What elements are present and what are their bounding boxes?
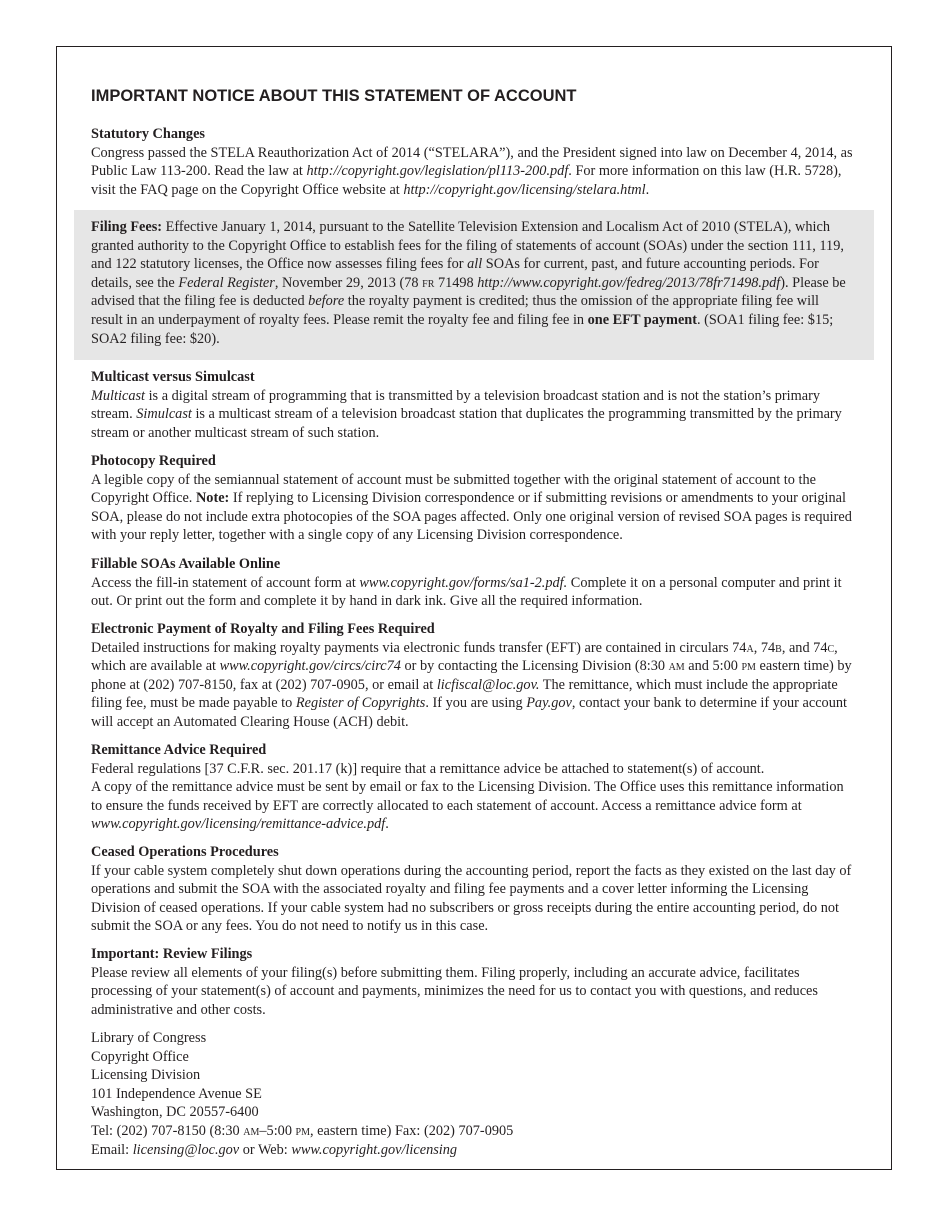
federal-register-link[interactable]: http://www.copyright.gov/fedreg/2013/78fr71498.pdf	[477, 274, 781, 291]
section-heading: Multicast versus Simulcast	[91, 369, 255, 385]
section-body: Access the fill-in statement of account form at www.copyright.gov/forms/sa1-2.pdf. Complete it on a personal computer and print it out. Or print out the form and complete it by hand in dark ink. Give all the required information.	[91, 574, 842, 610]
section-photocopy	[91, 452, 853, 545]
licfiscal-email-link[interactable]: licfiscal@loc.gov.	[436, 676, 540, 693]
notice-frame	[56, 46, 892, 1170]
phone-fax-line: Tel: (202) 707-8150 (8:30 am–5:00 pm, eastern time) Fax: (202) 707-0905	[91, 1122, 514, 1139]
address-line: Library of Congress	[91, 1030, 207, 1046]
address-line: 101 Independence Avenue SE	[91, 1085, 262, 1102]
section-body: Multicast is a digital stream of programming that is transmitted by a television broadcast station and is not the station’s primary stream. Simulcast is a multicast stream of a television broadcast station that duplicates the programming transmitted by the primary stream or another multicast stream of such station.	[91, 387, 842, 441]
filing-fees-label: Filing Fees:	[91, 219, 163, 235]
section-heading: Important: Review Filings	[91, 946, 253, 962]
section-ceased-operations	[91, 843, 853, 936]
address-line: Washington, DC 20557-6400	[91, 1104, 259, 1121]
section-heading: Electronic Payment of Royalty and Filing Fees Required	[91, 621, 435, 637]
email-web-line: Email: licensing@loc.gov or Web: www.copyright.gov/licensing	[91, 1141, 458, 1158]
section-heading: Photocopy Required	[91, 453, 216, 469]
section-heading: Statutory Changes	[91, 126, 205, 142]
section-body: Please review all elements of your filing(s) before submitting them. Filing properly, including an accurate advice, facilitates processing of your statement(s) of account and payments, minimizes the need for us to contact you with questions, and reduces administrative and other costs.	[91, 964, 818, 1018]
section-body: A legible copy of the semiannual statement of account must be submitted together with the original statement of account to the Copyright Office. Note: If replying to Licensing Division correspondence or if submitting revisions or amendments to your original SOA, please do not include extra photocopies of the SOA pages affected. Only one original version of revised SOA pages is required with your reply letter, together with a single copy of any Licensing Division correspondence.	[91, 471, 852, 544]
section-body: Federal regulations [37 C.F.R. sec. 201.17 (k)] require that a remittance advice be attached to statement(s) of account.	[91, 760, 765, 777]
address-line: Copyright Office	[91, 1048, 189, 1065]
section-filing-fees	[91, 218, 853, 348]
remittance-advice-link[interactable]: www.copyright.gov/licensing/remittance-advice.pdf	[91, 816, 386, 833]
paygov-link[interactable]: Pay.gov	[526, 695, 572, 712]
licensing-email-link[interactable]: licensing@loc.gov	[132, 1141, 240, 1158]
section-electronic-payment	[91, 620, 853, 732]
section-fillable-soas	[91, 555, 853, 611]
section-body: Detailed instructions for making royalty payments via electronic funds transfer (EFT) are contained in circulars 74a, 74b, and 74c, which are available at www.copyright.gov/circs/circ74 or by contacting the Licensing Division (8:30 am and 5:00 pm eastern time) by phone at (202) 707-8150, fax at (202) 707-0905, or email at licfiscal@loc.gov. The remittance, which must include the appropriate filing fee, must be made payable to Register of Copyrights. If you are using Pay.gov, contact your bank to determine if your account will accept an Automated Clearing House (ACH) debit.	[91, 639, 852, 730]
fillable-form-link[interactable]: www.copyright.gov/forms/sa1-2.pdf.	[359, 574, 568, 591]
section-heading: Remittance Advice Required	[91, 742, 267, 758]
section-review-filings	[91, 945, 853, 1019]
address-line: Licensing Division	[91, 1067, 201, 1084]
contact-address	[91, 1029, 513, 1159]
section-body: If your cable system completely shut down operations during the accounting period, report the facts as they existed on the last day of operations and submit the SOA with the associated royalty and filing fee payments and a cover letter informing the Licensing Division of ceased operations. If your cable system had no subscribers or gross receipts during the entire accounting period, do not submit the SOA or any fees. You do not need to notify us in this case.	[91, 862, 852, 935]
section-heading: Ceased Operations Procedures	[91, 844, 279, 860]
section-body: Filing Fees: Effective January 1, 2014, pursuant to the Satellite Television Extension and Localism Act of 2010 (STELA), which granted authority to the Copyright Office to establish fees for the filing of statements of account (SOAs) under the section 111, 119, and 122 statutory licenses, the Office now assesses filing fees for all SOAs for current, past, and future accounting periods. For details, see the Federal Register, November 29, 2013 (78 fr 71498 http://www.copyright.gov/fedreg/2013/78fr71498.pdf). Please be advised that the filing fee is deducted before the royalty payment is credited; thus the omission of the appropriate filing fee will result in an underpayment of royalty fees. Please remit the royalty fee and filing fee in one EFT payment. (SOA1 filing fee: $15; SOA2 filing fee: $20).	[91, 219, 846, 347]
section-body: Congress passed the STELA Reauthorization Act of 2014 (“STELARA”), and the President signed into law on December 4, 2014, as Public Law 113-200. Read the law at http://copyright.gov/legislation/pl113-200.pdf. For more information on this law (H.R. 5728), visit the FAQ page on the Copyright Office website at http://copyright.gov/licensing/stelara.html.	[91, 144, 853, 198]
circ74-link[interactable]: www.copyright.gov/circs/circ74	[219, 658, 401, 675]
licensing-web-link[interactable]: www.copyright.gov/licensing	[291, 1141, 458, 1158]
stelara-law-link[interactable]: http://copyright.gov/legislation/pl113-200.pdf	[306, 163, 569, 180]
section-heading: Fillable SOAs Available Online	[91, 556, 281, 572]
stelara-faq-link[interactable]: http://copyright.gov/licensing/stelara.html	[403, 181, 646, 198]
section-statutory-changes	[91, 125, 853, 199]
section-multicast	[91, 368, 853, 442]
page-title: IMPORTANT NOTICE ABOUT THIS STATEMENT OF ACCOUNT	[91, 87, 577, 105]
section-body: A copy of the remittance advice must be sent by email or fax to the Licensing Division. The Office uses this remittance information to ensure the funds received by EFT are correctly allocated to each statement of account. Access a remittance advice form at www.copyright.gov/licensing/remittance-advice.pdf.	[91, 779, 844, 833]
section-remittance-advice	[91, 741, 853, 834]
